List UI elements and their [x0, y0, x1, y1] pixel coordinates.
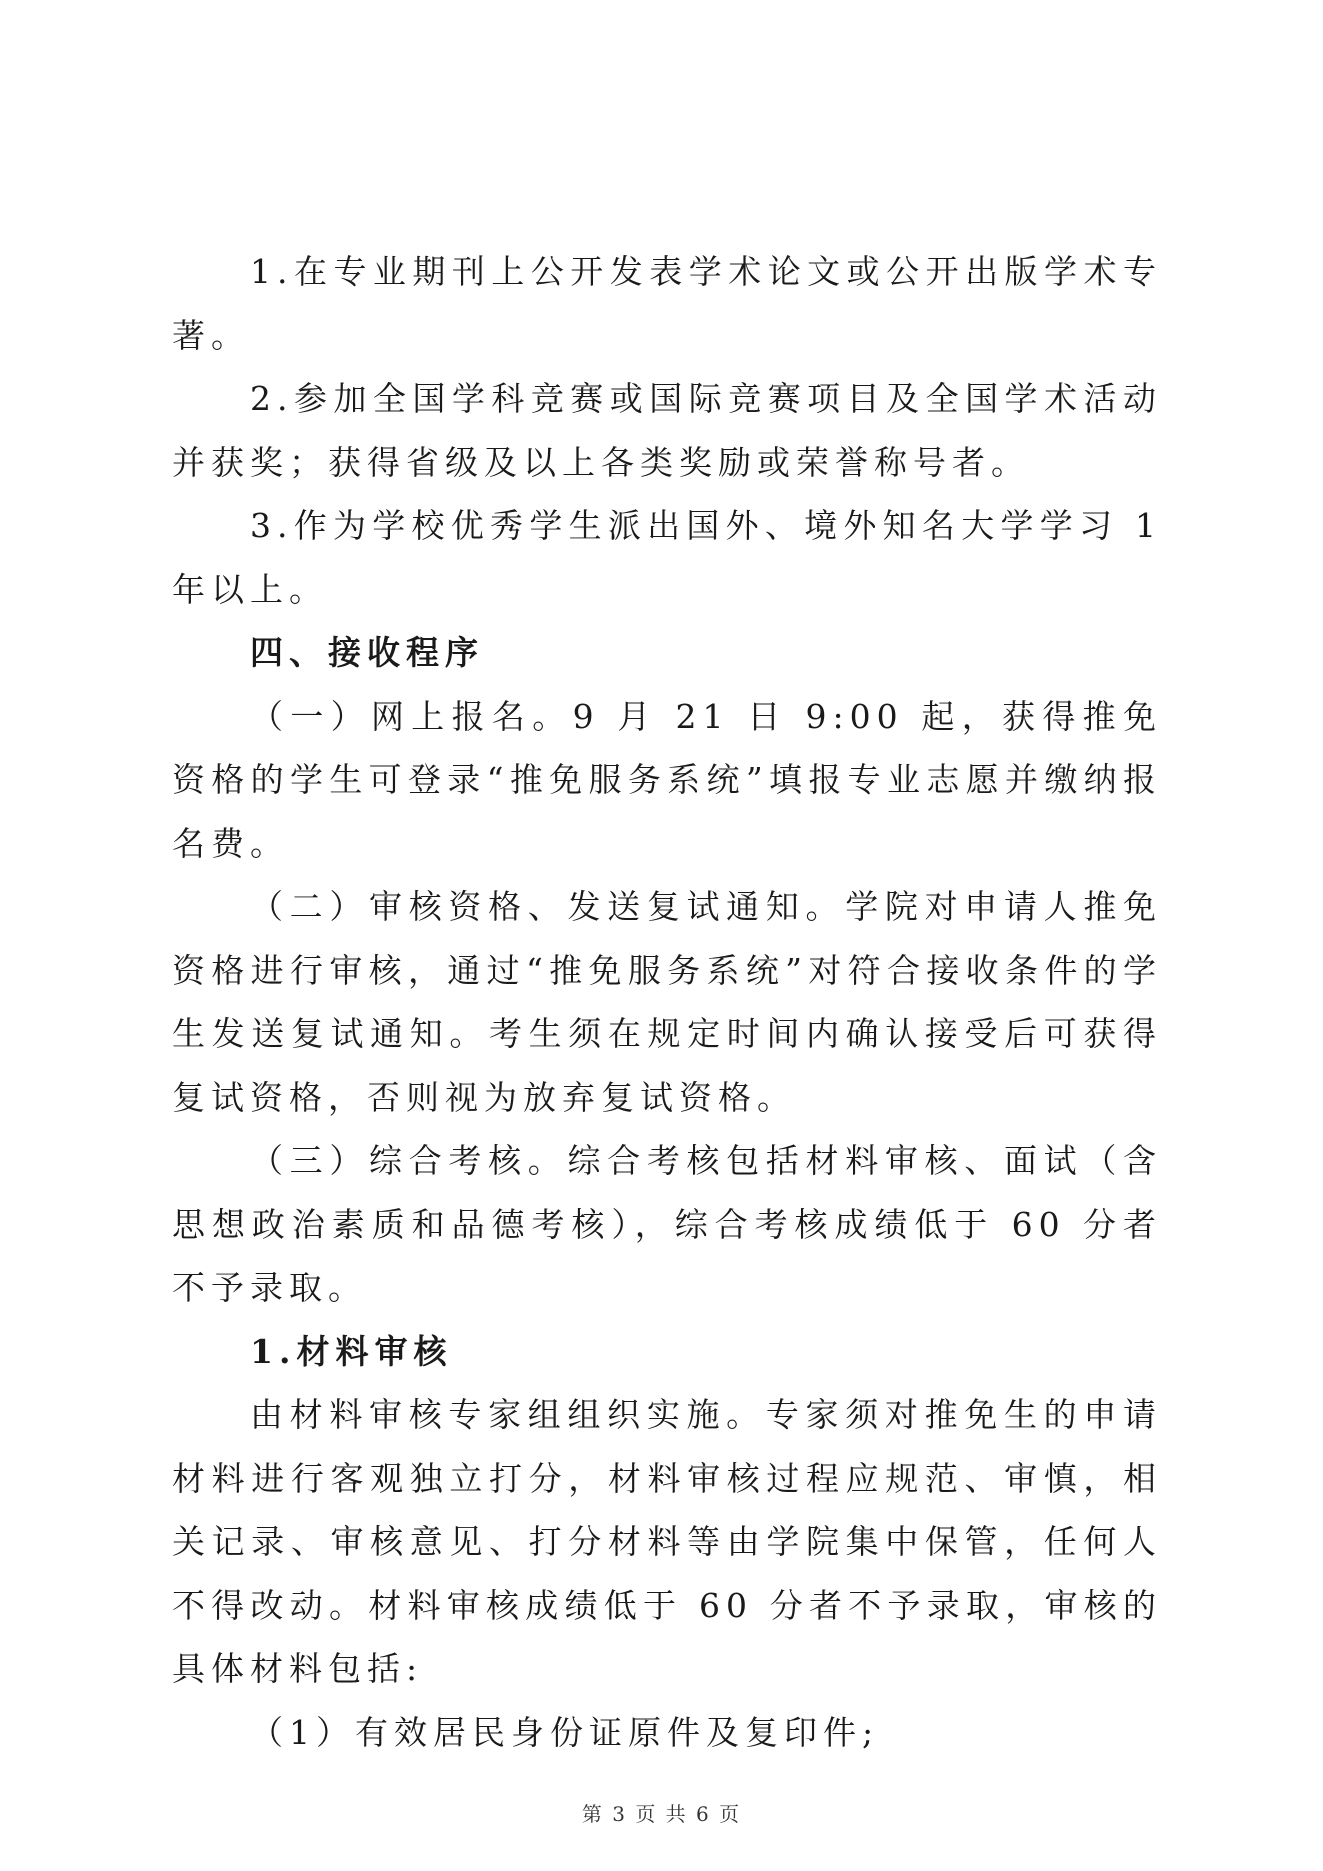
page-number-footer: 第 3 页 共 6 页	[581, 1802, 742, 1826]
step-online-registration: （一）网上报名。9 月 21 日 9:00 起，获得推免资格的学生可登录“推免服务系统”填报专业志愿并缴纳报名费。	[172, 696, 1162, 863]
document-body	[172, 240, 1162, 1764]
subheading-material-review: 1.材料审核	[250, 1331, 453, 1371]
material-review-description: 由材料审核专家组组织实施。专家须对推免生的申请材料进行客观独立打分，材料审核过程应规范、审慎，相关记录、审核意见、打分材料等由学院集中保管，任何人不得改动。材料审核成绩低于 60 分者不予录取，审核的具体材料包括:	[172, 1395, 1162, 1688]
criterion-publication: 1.在专业期刊上公开发表学术论文或公开出版学术专著。	[172, 252, 1162, 355]
material-item-id-card: （1）有效居民身份证原件及复印件;	[250, 1712, 880, 1752]
step-qualification-review: （二）审核资格、发送复试通知。学院对申请人推免资格进行审核，通过“推免服务系统”对符合接收条件的学生发送复试通知。考生须在规定时间内确认接受后可获得复试资格，否则视为放弃复试资格。	[172, 887, 1162, 1117]
criterion-study-abroad: 3.作为学校优秀学生派出国外、境外知名大学学习 1 年以上。	[172, 506, 1162, 609]
step-comprehensive-assessment: （三）综合考核。综合考核包括材料审核、面试（含思想政治素质和品德考核），综合考核成绩低于 60 分者不予录取。	[172, 1141, 1162, 1307]
criterion-competition: 2.参加全国学科竞赛或国际竞赛项目及全国学术活动并获奖；获得省级及以上各类奖励或荣誉称号者。	[172, 379, 1162, 482]
section-heading-procedure: 四、接收程序	[250, 633, 484, 672]
